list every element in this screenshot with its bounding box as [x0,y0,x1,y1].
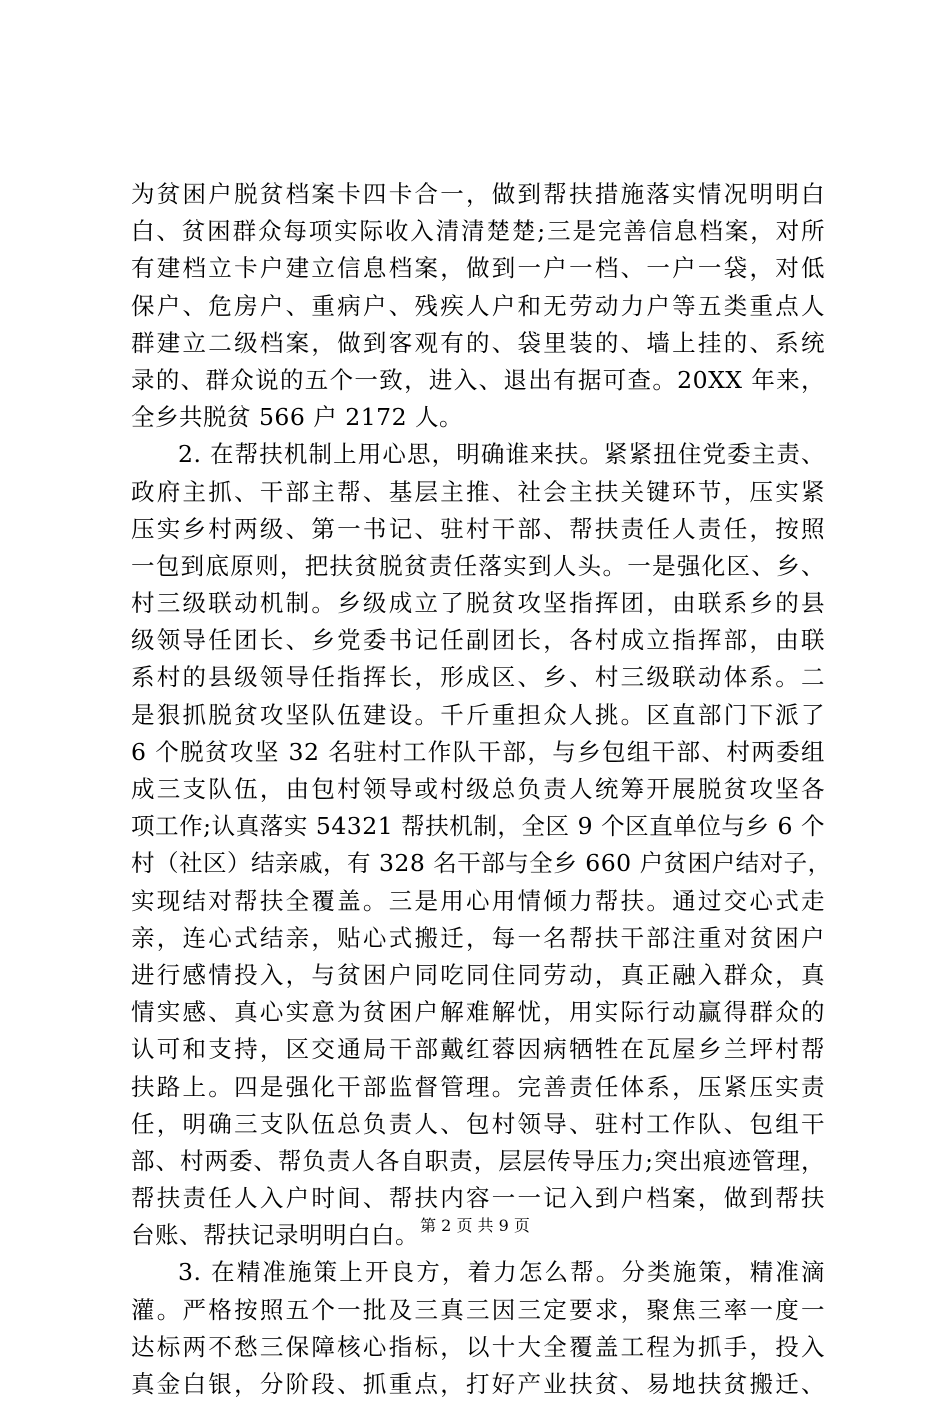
text-line: 部、村两委、帮负责人各自职责，层层传导压力;突出痕迹管理， [131,1146,825,1175]
text-line: 成三支队伍，由包村领导或村级总负责人统筹开展脱贫攻坚各 [131,775,825,803]
text-line: 一包到底原则，把扶贫脱贫责任落实到人头。一是强化区、乡、 [131,551,825,580]
text-line: 村（社区）结亲戚，有 328 名干部与全乡 660 户贫困户结对子， [131,849,832,878]
text-line: 项工作;认真落实 54321 帮扶机制，全区 9 个区直单位与乡 6 个 [131,812,825,841]
text-line: 认可和支持，区交通局干部戴红蓉因病牺牲在瓦屋乡兰坪村帮 [131,1035,825,1064]
text-line: 真金白银，分阶段、抓重点，打好产业扶贫、易地扶贫搬迁、 [131,1370,825,1398]
text-line: 亲，连心式结亲，贴心式搬迁，每一名帮扶干部注重对贫困户 [131,923,825,952]
text-line: 扶路上。四是强化干部监督管理。完善责任体系，压紧压实责 [131,1072,825,1101]
text-line: 全乡共脱贫 566 户 2172 人。 [131,403,464,432]
text-line: 级领导任团长、乡党委书记任副团长，各村成立指挥部，由联 [131,626,825,655]
text-line: 保户、危房户、重病户、残疾人户和无劳动力户等五类重点人 [131,291,825,320]
text-line: 达标两不愁三保障核心指标，以十大全覆盖工程为抓手，投入 [131,1332,825,1361]
text-line: 6 个脱贫攻坚 32 名驻村工作队干部，与乡包组干部、村两委组 [131,737,825,766]
text-line: 政府主抓、干部主帮、基层主推、社会主扶关键环节，压实紧 [131,477,825,506]
text-line: 为贫困户脱贫档案卡四卡合一，做到帮扶措施落实情况明明白 [131,180,825,208]
text-line: 白、贫困群众每项实际收入清清楚楚;三是完善信息档案，对所 [131,217,825,246]
text-line: 进行感情投入，与贫困户同吃同住同劳动，真正融入群众，真 [131,960,825,989]
text-line: 灌。严格按照五个一批及三真三因三定要求，聚焦三率一度一 [131,1295,825,1324]
text-line: 台账、帮扶记录明明白白。 [131,1221,419,1250]
text-line: 是狠抓脱贫攻坚队伍建设。千斤重担众人挑。区直部门下派了 [131,700,825,729]
text-line: 压实乡村两级、第一书记、驻村干部、帮扶责任人责任，按照 [131,514,825,543]
text-line: 情实感、真心实意为贫困户解难解忧，用实际行动赢得群众的 [131,998,825,1027]
text-line: 系村的县级领导任指挥长，形成区、乡、村三级联动体系。二 [131,663,825,692]
text-line: 群建立二级档案，做到客观有的、袋里装的、墙上挂的、系统 [131,328,825,357]
text-line: 任，明确三支队伍总负责人、包村领导、驻村工作队、包组干 [131,1109,825,1138]
text-line: 实现结对帮扶全覆盖。三是用心用情倾力帮扶。通过交心式走 [131,886,825,915]
text-line: 村三级联动机制。乡级成立了脱贫攻坚指挥团，由联系乡的县 [131,589,825,618]
page-number-footer: 第 2 页 共 9 页 [420,1216,530,1235]
text-line: 帮扶责任人入户时间、帮扶内容一一记入到户档案，做到帮扶 [131,1184,825,1213]
text-line: 录的、群众说的五个一致，进入、退出有据可查。20XX 年来， [131,365,825,394]
paragraph-start-line: 3. 在精准施策上开良方，着力怎么帮。分类施策，精准滴 [178,1258,825,1287]
paragraph-start-line: 2. 在帮扶机制上用心思，明确谁来扶。紧紧扭住党委主责、 [178,440,825,469]
text-line: 有建档立卡户建立信息档案，做到一户一档、一户一袋，对低 [131,254,825,283]
